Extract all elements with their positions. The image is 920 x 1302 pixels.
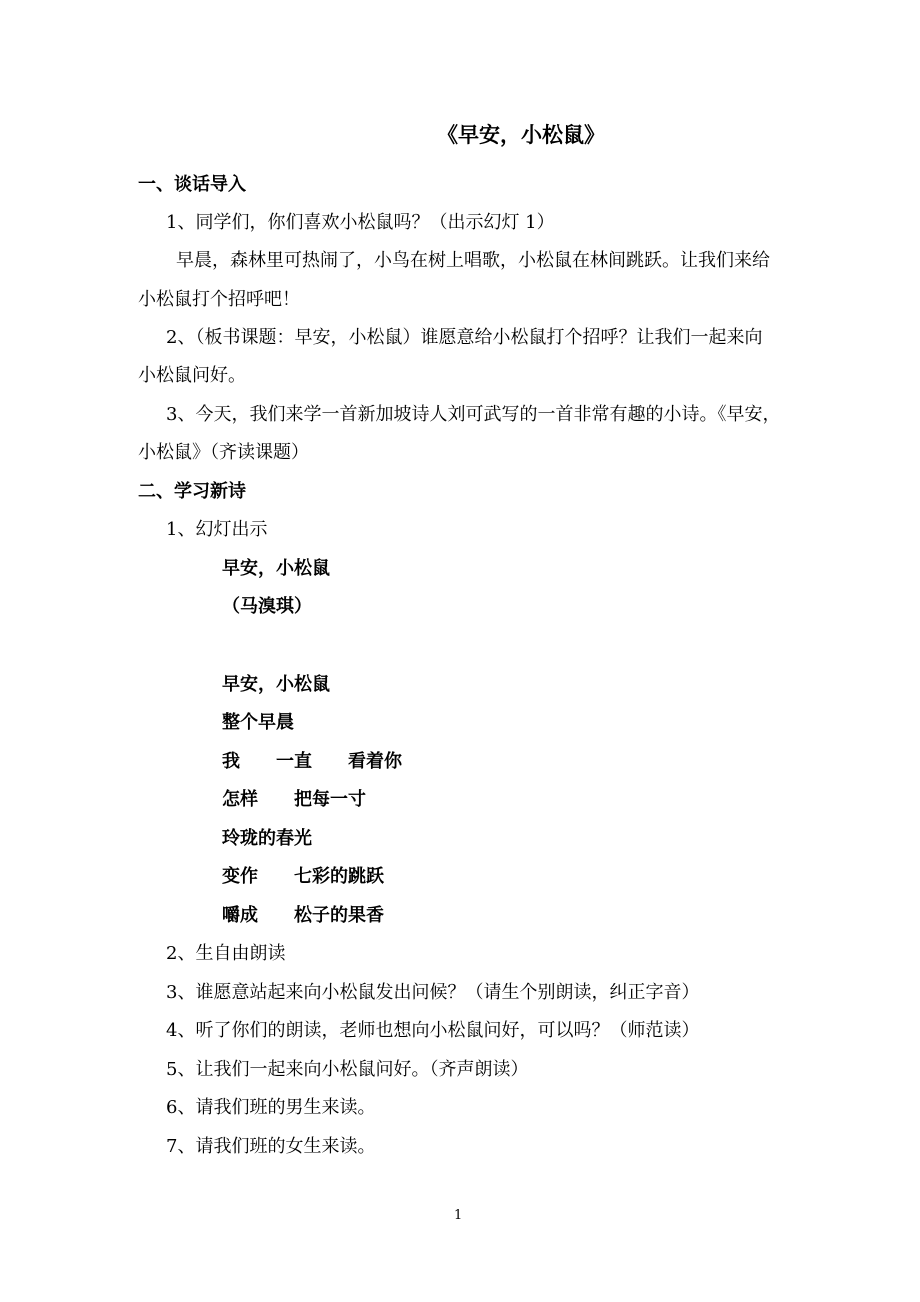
poem-line: 嚼成 松子的果香 bbox=[222, 905, 384, 926]
paragraph-2-line-1: 早晨，森林里可热闹了，小鸟在树上唱歌，小松鼠在林间跳跃。让我们来给 bbox=[176, 250, 770, 271]
paragraph-2-line-2: 小松鼠打个招呼吧！ bbox=[138, 289, 300, 310]
paragraph-1: 1、同学们，你们喜欢小松鼠吗？（出示幻灯 1） bbox=[166, 212, 555, 233]
page-number: 1 bbox=[454, 1208, 463, 1223]
paragraph-3-line-2: 小松鼠问好。 bbox=[138, 365, 246, 386]
poem-author: （马溴琪） bbox=[222, 596, 312, 617]
poem-line: 我 一直 看着你 bbox=[222, 751, 402, 772]
poem-line: 早安，小松鼠 bbox=[222, 674, 330, 695]
list-item: 3、谁愿意站起来向小松鼠发出问候？（请生个别朗读，纠正字音） bbox=[166, 982, 700, 1003]
paragraph-4-line-2: 小松鼠》（齐读课题） bbox=[138, 442, 309, 463]
list-item: 5、让我们一起来向小松鼠问好。（齐声朗读） bbox=[166, 1059, 529, 1080]
page-title: 《早安，小松鼠》 bbox=[437, 122, 605, 147]
list-item: 6、请我们班的男生来读。 bbox=[166, 1097, 376, 1118]
list-item: 2、生自由朗读 bbox=[166, 943, 286, 964]
list-item: 4、听了你们的朗读，老师也想向小松鼠问好，可以吗？（师范读） bbox=[166, 1020, 700, 1041]
list-item: 1、幻灯出示 bbox=[166, 519, 268, 540]
paragraph-4-line-1: 3、今天，我们来学一首新加坡诗人刘可武写的一首非常有趣的小诗。《早安， bbox=[166, 404, 781, 425]
section-heading-intro: 一、谈话导入 bbox=[138, 174, 246, 195]
paragraph-3-line-1: 2、（板书课题：早安，小松鼠）谁愿意给小松鼠打个招呼？让我们一起来向 bbox=[166, 327, 763, 348]
list-item: 7、请我们班的女生来读。 bbox=[166, 1136, 376, 1157]
poem-line: 变作 七彩的跳跃 bbox=[222, 866, 384, 887]
section-heading-study: 二、学习新诗 bbox=[138, 481, 246, 502]
poem-title: 早安，小松鼠 bbox=[222, 558, 330, 579]
poem-line: 玲珑的春光 bbox=[222, 828, 312, 849]
poem-line: 怎样 把每一寸 bbox=[222, 789, 366, 810]
poem-line: 整个早晨 bbox=[222, 712, 294, 733]
